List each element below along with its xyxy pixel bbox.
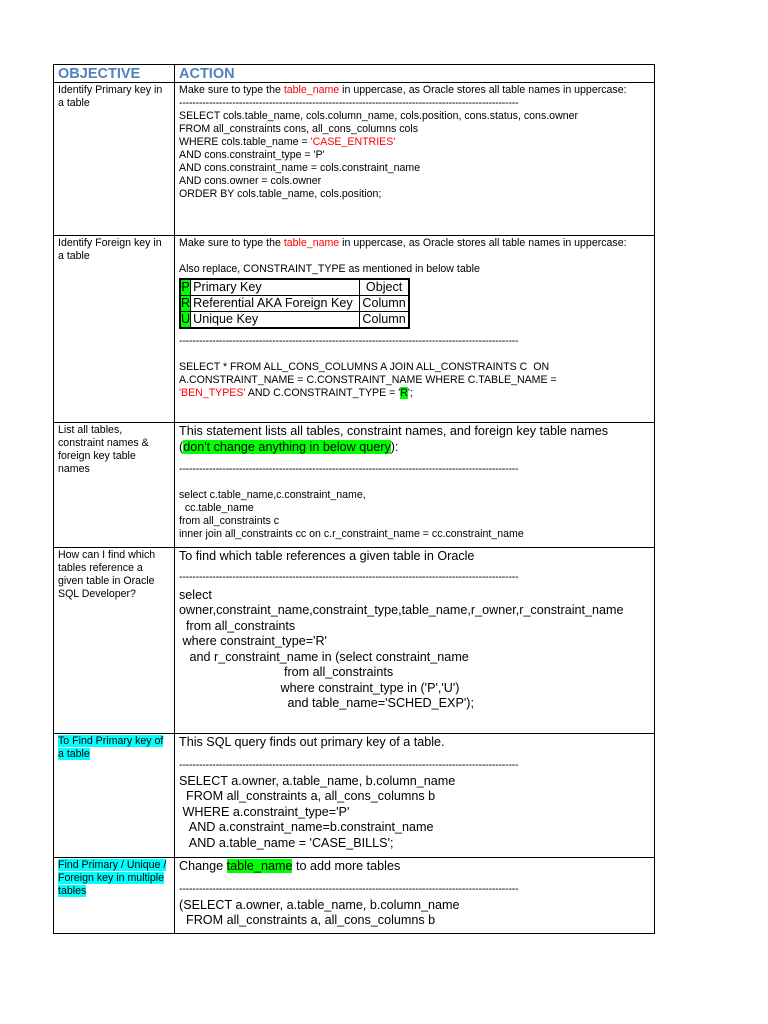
sql-line: from all_constraints	[179, 618, 296, 633]
sql-line: ORDER BY cols.table_name, cols.position;	[179, 188, 382, 200]
sql-line: select c.table_name,c.constraint_name,	[179, 489, 366, 501]
action-cell	[175, 548, 655, 734]
action-header: ACTION	[175, 65, 655, 83]
sql-line: AND cons.constraint_name = cols.constraint_name	[179, 162, 421, 174]
table-row	[54, 423, 655, 548]
constraint-type-row	[180, 296, 409, 312]
objective-header: OBJECTIVE	[54, 65, 175, 83]
objective-action-table	[53, 64, 655, 934]
constraint-name: Referential AKA Foreign Key	[191, 296, 360, 312]
sql-line: owner,constraint_name,constraint_type,table_name,r_owner,r_constraint_name	[179, 603, 624, 617]
intro-text: Make sure to type the table_name in uppercase, as Oracle stores all table names in uppercase:	[179, 84, 627, 96]
constraint-code: U	[181, 312, 191, 326]
table-row	[54, 548, 655, 734]
table-row	[54, 858, 655, 934]
sql-line: 'BEN_TYPES' AND C.CONSTRAINT_TYPE = 'R';	[179, 387, 413, 399]
dash-separator: ------------------------------------------------------------------------------------------------------	[179, 758, 519, 771]
sql-line: where constraint_type='R'	[179, 634, 327, 648]
sql-line: from all_constraints c	[179, 515, 280, 527]
dash-separator: ------------------------------------------------------------------------------------------------------	[179, 97, 519, 109]
table-header-row	[54, 65, 655, 83]
action-cell	[175, 858, 655, 934]
objective-cell: List all tables, constraint names & foreign key table names	[54, 423, 175, 548]
constraint-name: Primary Key	[191, 279, 360, 296]
sql-line: (SELECT a.owner, a.table_name, b.column_name	[179, 897, 460, 912]
sql-line: AND cons.owner = cols.owner	[179, 175, 322, 187]
sql-line: AND a.table_name = 'CASE_BILLS';	[179, 835, 394, 850]
objective-cell: How can I find which tables reference a given table in Oracle SQL Developer?	[54, 548, 175, 734]
replace-note: Also replace, CONSTRAINT_TYPE as mentioned in below table	[179, 263, 480, 275]
sql-line: SELECT * FROM ALL_CONS_COLUMNS A JOIN ALL_CONSTRAINTS C ON	[179, 361, 550, 373]
objective-cell: Find Primary / Unique / Foreign key in multiple tables	[54, 858, 175, 934]
dash-separator: ------------------------------------------------------------------------------------------------------	[179, 882, 519, 895]
intro-text: Make sure to type the table_name in uppercase, as Oracle stores all table names in uppercase:	[179, 237, 627, 249]
sql-line: AND a.constraint_name=b.constraint_name	[179, 820, 434, 834]
intro-text: To find which table references a given table in Oracle	[179, 549, 475, 563]
action-cell	[175, 423, 655, 548]
sql-line: FROM all_constraints a, all_cons_columns b	[179, 789, 436, 803]
sql-line: and table_name='SCHED_EXP');	[179, 696, 474, 710]
sql-line: AND cons.constraint_type = 'P'	[179, 149, 325, 161]
action-cell	[175, 236, 655, 423]
sql-line: inner join all_constraints cc on c.r_constraint_name = cc.constraint_name	[179, 528, 524, 540]
dash-separator: ------------------------------------------------------------------------------------------------------	[179, 463, 519, 475]
sql-line: A.CONSTRAINT_NAME = C.CONSTRAINT_NAME WHERE C.TABLE_NAME =	[179, 374, 557, 386]
intro-note: (don't change anything in below query):	[179, 439, 399, 454]
intro-text: This SQL query finds out primary key of a table.	[179, 735, 445, 749]
table-row	[54, 236, 655, 423]
sql-line: SELECT cols.table_name, cols.column_name, cols.position, cons.status, cons.owner	[179, 110, 579, 122]
dash-separator: ------------------------------------------------------------------------------------------------------	[179, 335, 519, 347]
constraint-type-row	[180, 279, 409, 296]
sql-line: and r_constraint_name in (select constraint_name	[179, 649, 469, 664]
sql-line: SELECT a.owner, a.table_name, b.column_name	[179, 773, 456, 788]
objective-cell: To Find Primary key of a table	[54, 734, 175, 858]
sql-line: from all_constraints	[179, 665, 394, 679]
intro-text: Change table_name to add more tables	[179, 859, 401, 873]
table-row	[54, 83, 655, 236]
constraint-object: Column	[360, 296, 410, 312]
table-row	[54, 734, 655, 858]
constraint-code: P	[181, 280, 190, 294]
dash-separator: ------------------------------------------------------------------------------------------------------	[179, 570, 519, 583]
constraint-object: Object	[360, 279, 410, 296]
constraint-name: Unique Key	[191, 312, 360, 329]
objective-cell: Identify Primary key in a table	[54, 83, 175, 236]
action-cell	[175, 83, 655, 236]
constraint-type-table	[179, 278, 410, 329]
intro-text: This statement lists all tables, constraint names, and foreign key table names	[179, 424, 609, 438]
constraint-object: Column	[360, 312, 410, 329]
sql-line: WHERE cols.table_name = 'CASE_ENTRIES'	[179, 136, 396, 148]
sql-line: select	[179, 587, 212, 602]
sql-line: FROM all_constraints cons, all_cons_columns cols	[179, 123, 419, 135]
sql-line: WHERE a.constraint_type='P'	[179, 804, 350, 819]
sql-line: FROM all_constraints a, all_cons_columns b	[179, 913, 436, 927]
constraint-code: R	[181, 296, 191, 310]
action-cell	[175, 734, 655, 858]
sql-line: cc.table_name	[179, 502, 254, 514]
sql-line: where constraint_type in ('P','U')	[179, 680, 460, 695]
objective-cell: Identify Foreign key in a table	[54, 236, 175, 423]
constraint-type-row	[180, 312, 409, 329]
